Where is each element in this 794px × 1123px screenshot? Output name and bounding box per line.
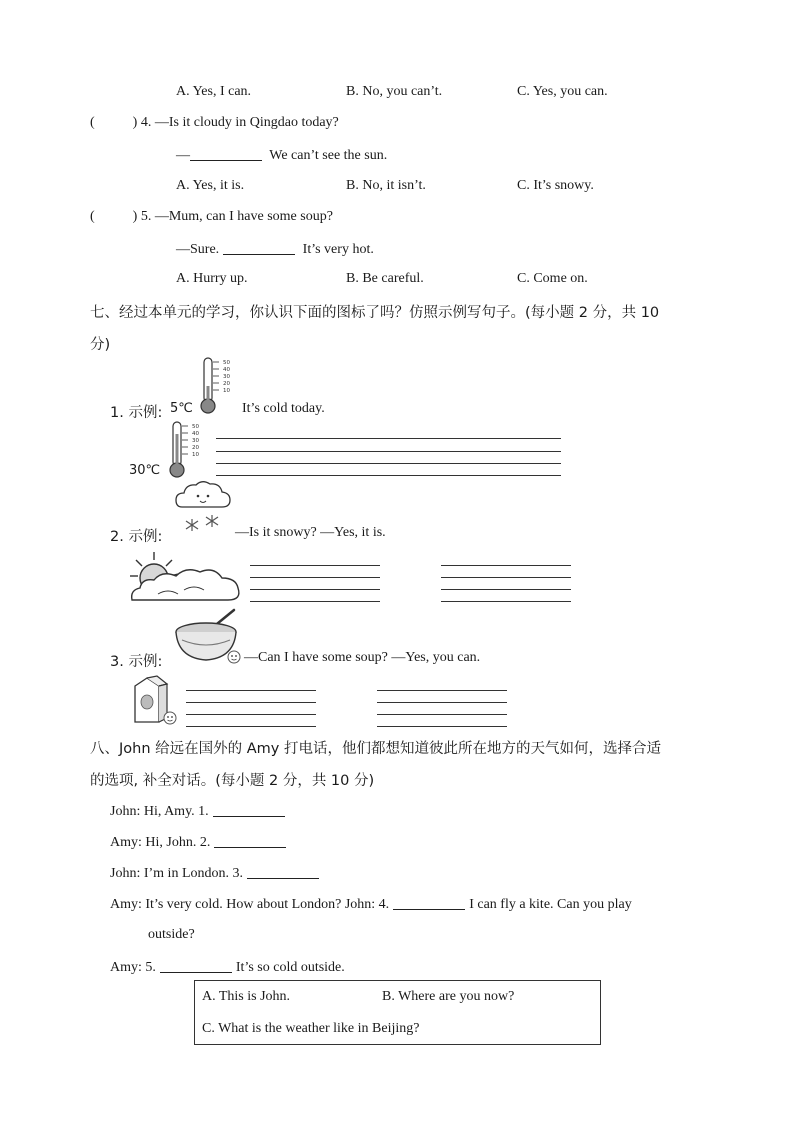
writing-line[interactable] [216,463,561,464]
dialogue-text: Amy: 5. [110,960,156,975]
q4-option-c: C. It’s snowy. [517,178,594,193]
dialogue-text: I can fly a kite. Can you play [469,897,632,912]
writing-line[interactable] [441,577,571,578]
item3-label: 3. 示例: [110,654,163,670]
q5-stem-row [90,209,333,225]
dialogue-line-2 [110,833,290,851]
q5-paren-open: ( [90,209,95,224]
q5-option-c: C. Come on. [517,271,588,286]
thermo-tick: 30 [192,438,199,444]
section8-heading-line2: 的选项, 补全对话。(每小题 2 分，共 10 分) [90,773,375,789]
q4-answer-tail: We can’t see the sun. [269,148,388,163]
thermo-tick: 20 [223,381,230,387]
q4-paren-open: ( [90,115,95,130]
q5-option-a: A. Hurry up. [176,271,248,286]
writing-line[interactable] [186,714,316,715]
writing-line[interactable] [250,601,380,602]
q4-stem-row [90,115,339,131]
thermometer-icon [168,420,208,480]
q4-answer-blank[interactable] [190,146,262,161]
option-b: B. Where are you now? [382,989,515,1004]
answer-blank-1[interactable] [213,802,285,817]
dialogue-line-5 [110,958,345,976]
writing-line[interactable] [377,702,507,703]
q4-option-a: A. Yes, it is. [176,178,245,193]
section7-heading-line1: 七、经过本单元的学习，你认识下面的图标了吗？仿照示例写句子。(每小题 2 分，共 10 [90,305,660,321]
q3-option-a: A. Yes, I can. [176,84,252,99]
q3-option-c: C. Yes, you can. [517,84,608,99]
q4-stem: 4. —Is it cloudy in Qingdao today? [140,115,339,130]
q4-paren-close: ) [132,115,138,130]
answer-blank-4[interactable] [393,895,465,910]
dialogue-text: John: Hi, Amy. 1. [110,804,209,819]
writing-line[interactable] [216,451,561,452]
writing-line[interactable] [250,577,380,578]
writing-line[interactable] [250,589,380,590]
thermo-tick: 30 [223,374,230,380]
section8-heading-line1: 八、John 给远在国外的 Amy 打电话，他们都想知道彼此所在地方的天气如何，选择合适 [90,741,661,757]
soup-bowl-icon [172,606,244,668]
q4-answer-prefix: — [176,148,190,163]
writing-line[interactable] [216,438,561,439]
item1-temp: 5℃ [170,401,193,416]
writing-line[interactable] [250,565,380,566]
answer-blank-2[interactable] [214,833,286,848]
dialogue-text: It’s so cold outside. [235,960,345,975]
writing-line[interactable] [441,565,571,566]
q3-option-b: B. No, you can’t. [346,84,443,99]
item2-label: 2. 示例: [110,529,163,545]
snow-cloud-icon [172,479,236,539]
item1-label: 1. 示例: [110,405,163,421]
q5-answer-blank[interactable] [223,240,295,255]
dialogue-text: Amy: Hi, John. 2. [110,835,211,850]
dialogue-line-3 [110,864,323,882]
writing-line[interactable] [377,726,507,727]
thermo-tick: 50 [192,424,199,430]
thermo-tick: 40 [192,431,199,437]
answer-blank-5[interactable] [160,958,232,973]
dialogue-line-4-cont: outside? [148,927,195,942]
writing-line[interactable] [186,690,316,691]
thermometer-icon [199,356,239,416]
item3-example: —Can I have some soup? —Yes, you can. [244,650,481,665]
thermo-tick: 10 [223,388,230,394]
writing-line[interactable] [186,726,316,727]
dialogue-text: John: I’m in London. 3. [110,866,243,881]
item1-task-temp: 30℃ [129,463,161,478]
writing-line[interactable] [186,702,316,703]
q5-stem: 5. —Mum, can I have some soup? [140,209,333,224]
thermo-tick: 20 [192,445,199,451]
writing-line[interactable] [441,601,571,602]
dialogue-text: Amy: It’s very cold. How about London? John: 4. [110,897,390,912]
option-c: C. What is the weather like in Beijing? [202,1021,420,1036]
thermo-tick: 40 [223,367,230,373]
item2-example: —Is it snowy? —Yes, it is. [235,525,386,540]
q5-paren-close: ) [132,209,138,224]
writing-line[interactable] [377,690,507,691]
dialogue-line-1 [110,802,289,820]
item1-example: It’s cold today. [242,401,325,416]
q5-answer-prefix: —Sure. [176,242,220,257]
q4-option-b: B. No, it isn’t. [346,178,426,193]
q5-option-b: B. Be careful. [346,271,424,286]
q4-answer-row [176,146,387,164]
q5-answer-tail: It’s very hot. [302,242,374,257]
writing-line[interactable] [216,475,561,476]
milk-carton-icon [131,674,181,726]
writing-line[interactable] [377,714,507,715]
sun-cloud-icon [128,548,244,606]
answer-blank-3[interactable] [247,864,319,879]
option-a: A. This is John. [202,989,291,1004]
thermo-tick: 50 [223,360,230,366]
q5-answer-row [176,240,374,258]
writing-line[interactable] [441,589,571,590]
dialogue-line-4 [110,895,632,913]
section7-heading-line2: 分) [90,337,111,353]
thermo-tick: 10 [192,452,199,458]
